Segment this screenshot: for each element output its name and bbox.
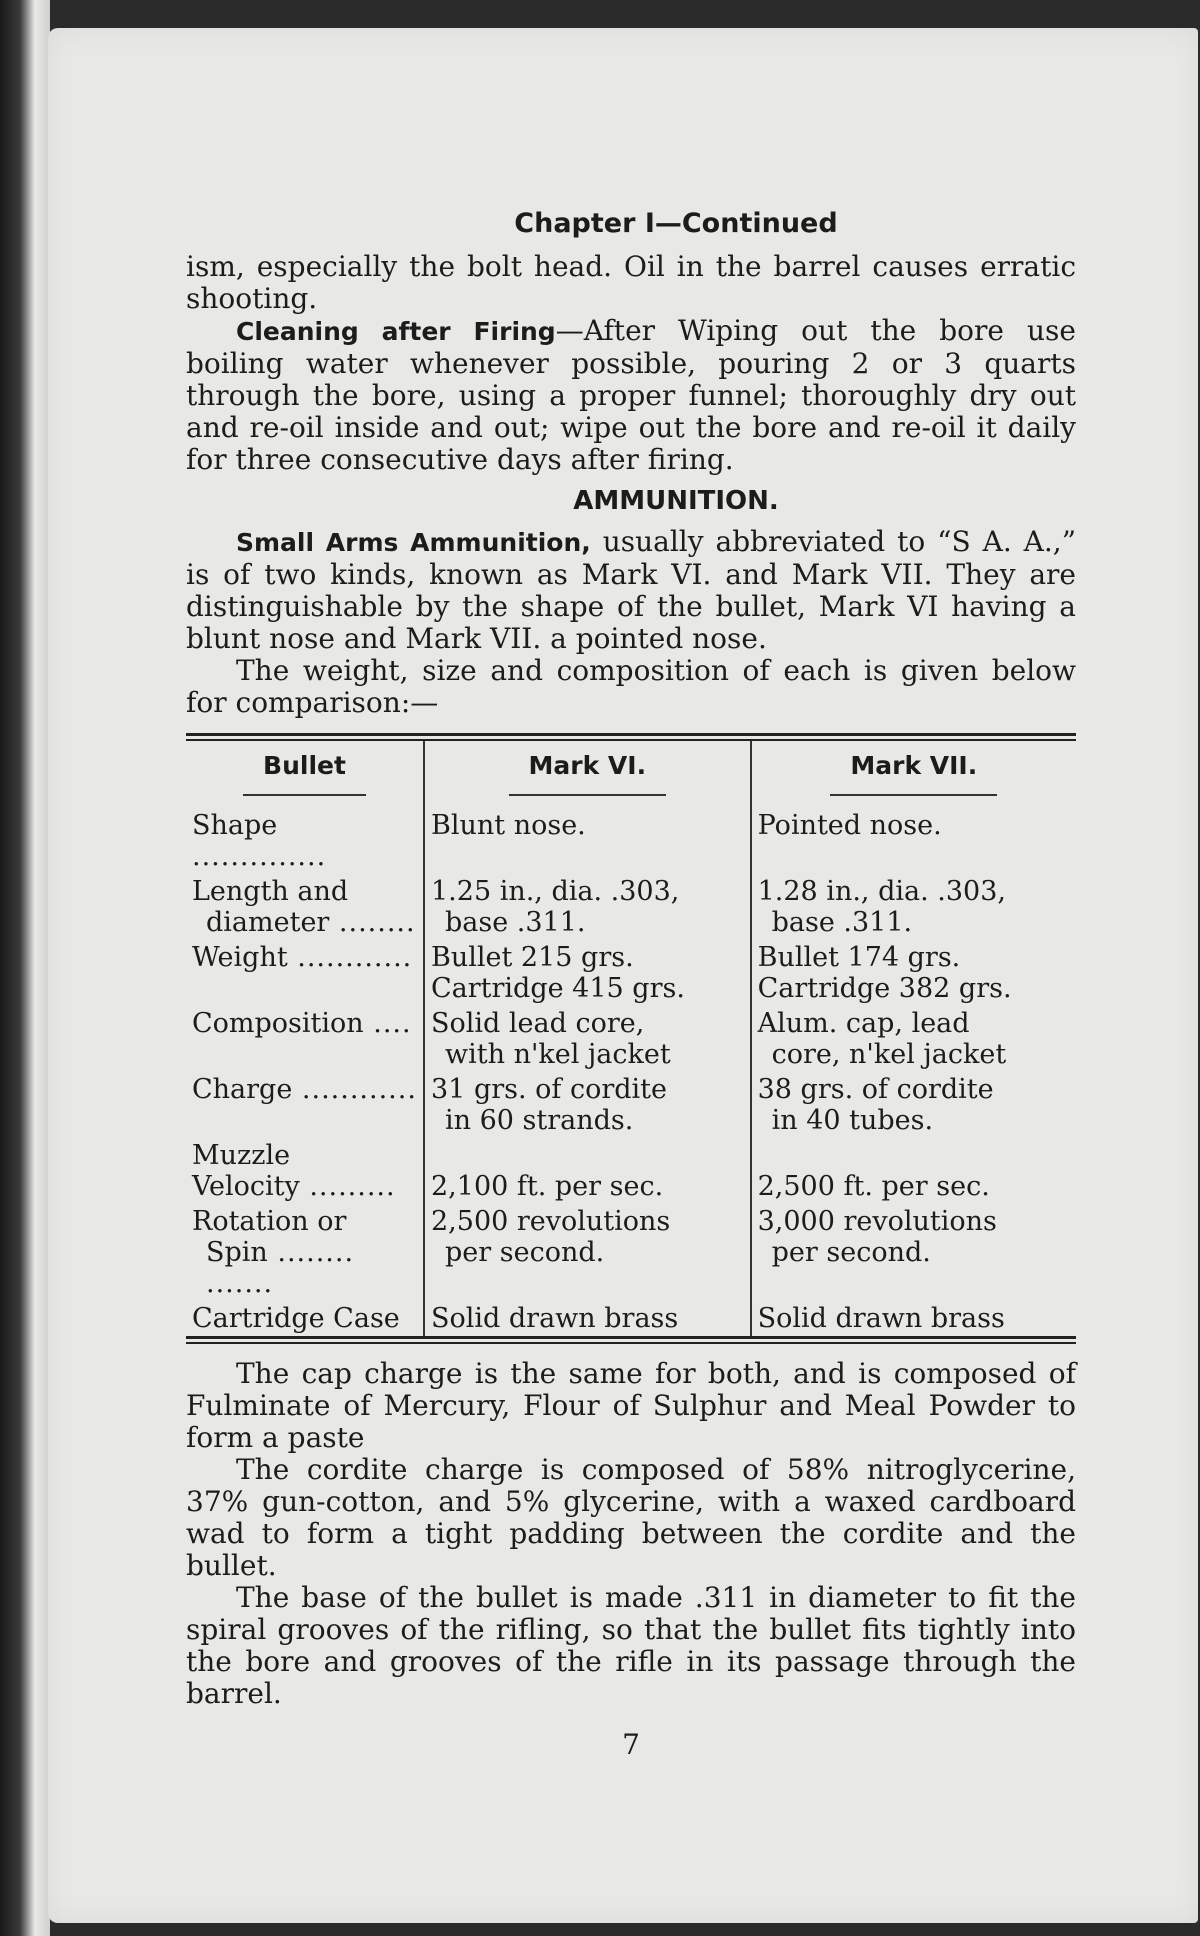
table-row	[186, 940, 1076, 1006]
saa-text: usually abbreviated to “S A. A.,” is of two kinds, known as Mark VI. and Mark VII. They are distinguishable by the shape of the bullet, Mark VI having a blunt nose and Mark VII. a pointed nose.	[186, 525, 1077, 655]
page-number: 7	[622, 1728, 640, 1761]
cell-mark-vii: 2,500 ft. per sec.	[751, 1138, 1076, 1204]
table-bottom-rule	[186, 1336, 1076, 1344]
paragraph-bullet-base: The base of the bullet is made .311 in diameter to fit the spiral grooves of the rifling, so that the bullet fits tightly into the bore and grooves of the rifle in its passage through the barrel.	[186, 1581, 1076, 1710]
cell-mark-vii: 38 grs. of cordite in 40 tubes.	[751, 1072, 1076, 1138]
paragraph-continued: ism, especially the bolt head. Oil in the barrel causes erratic shooting.	[186, 250, 1076, 315]
row-label: Muzzle Velocity .........	[192, 1140, 396, 1202]
header-bullet: Bullet	[186, 741, 424, 808]
table-row	[186, 808, 1076, 874]
paragraph-cleaning	[186, 315, 1076, 476]
table-row	[186, 1301, 1076, 1336]
cell-mark-vi: Bullet 215 grs. Cartridge 415 grs.	[424, 940, 751, 1006]
paragraph-cap-charge: The cap charge is the same for both, and is composed of Fulminate of Mercury, Flour of Sulphur and Meal Powder to form a paste	[186, 1357, 1076, 1454]
book-page	[48, 28, 1198, 1923]
cell-mark-vii: 1.28 in., dia. .303, base .311.	[751, 874, 1076, 940]
paragraph-saa	[186, 526, 1076, 655]
book-spine	[0, 0, 50, 1936]
table-header-row	[186, 741, 1076, 808]
section-heading-ammunition: AMMUNITION.	[573, 486, 779, 516]
row-label: Rotation or Spin ........ .......	[192, 1206, 355, 1299]
cell-mark-vi: Solid drawn brass	[424, 1301, 751, 1336]
cell-mark-vi: 2,500 revolutions per second.	[424, 1204, 751, 1301]
table-row	[186, 1072, 1076, 1138]
cell-mark-vii: Alum. cap, lead core, n'kel jacket	[751, 1006, 1076, 1072]
cleaning-text: —After Wiping out the bore use boiling water whenever possible, pouring 2 or 3 quarts through the bore, using a proper funnel; thoroughly dry out and re-oil inside and out; wipe out the bore and re-oil it daily for three consecutive days after firing.	[186, 314, 1076, 476]
cell-mark-vi: 1.25 in., dia. .303, base .311.	[424, 874, 751, 940]
cell-mark-vi: 31 grs. of cordite in 60 strands.	[424, 1072, 751, 1138]
cell-mark-vi: Blunt nose.	[424, 808, 751, 874]
table-row	[186, 1204, 1076, 1301]
saa-heading: Small Arms Ammunition,	[236, 528, 591, 557]
row-label: Shape ..............	[192, 810, 327, 872]
row-label: Length and diameter ........	[192, 876, 416, 938]
table-row	[186, 1006, 1076, 1072]
paragraph-cordite-charge: The cordite charge is composed of 58% nitroglycerine, 37% gun-cotton, and 5% glycerine, with a waxed cardboard wad to form a tight padding between the cordite and the bullet.	[186, 1453, 1076, 1582]
header-mark-vi: Mark VI.	[424, 741, 751, 808]
cell-mark-vii: Pointed nose.	[751, 808, 1076, 874]
page-content	[186, 208, 1076, 1761]
row-label: Weight ............	[192, 942, 413, 973]
cell-mark-vi: 2,100 ft. per sec.	[424, 1138, 751, 1204]
header-mark-vii: Mark VII.	[751, 741, 1076, 808]
cell-mark-vi: Solid lead core, with n'kel jacket	[424, 1006, 751, 1072]
cell-mark-vii: 3,000 revolutions per second.	[751, 1204, 1076, 1301]
cell-mark-vii: Bullet 174 grs. Cartridge 382 grs.	[751, 940, 1076, 1006]
chapter-heading: Chapter I—Continued	[514, 208, 838, 239]
row-label: Cartridge Case	[192, 1303, 400, 1334]
paragraph-intro-table: The weight, size and composition of each is given below for comparison:—	[186, 654, 1076, 719]
table-top-rule	[186, 733, 1076, 741]
row-label: Composition ....	[192, 1008, 412, 1039]
table-row	[186, 874, 1076, 940]
cleaning-heading: Cleaning after Firing	[236, 317, 556, 346]
ammunition-comparison-table	[186, 741, 1076, 1336]
row-label: Charge ............	[192, 1074, 417, 1105]
cell-mark-vii: Solid drawn brass	[751, 1301, 1076, 1336]
table-row	[186, 1138, 1076, 1204]
